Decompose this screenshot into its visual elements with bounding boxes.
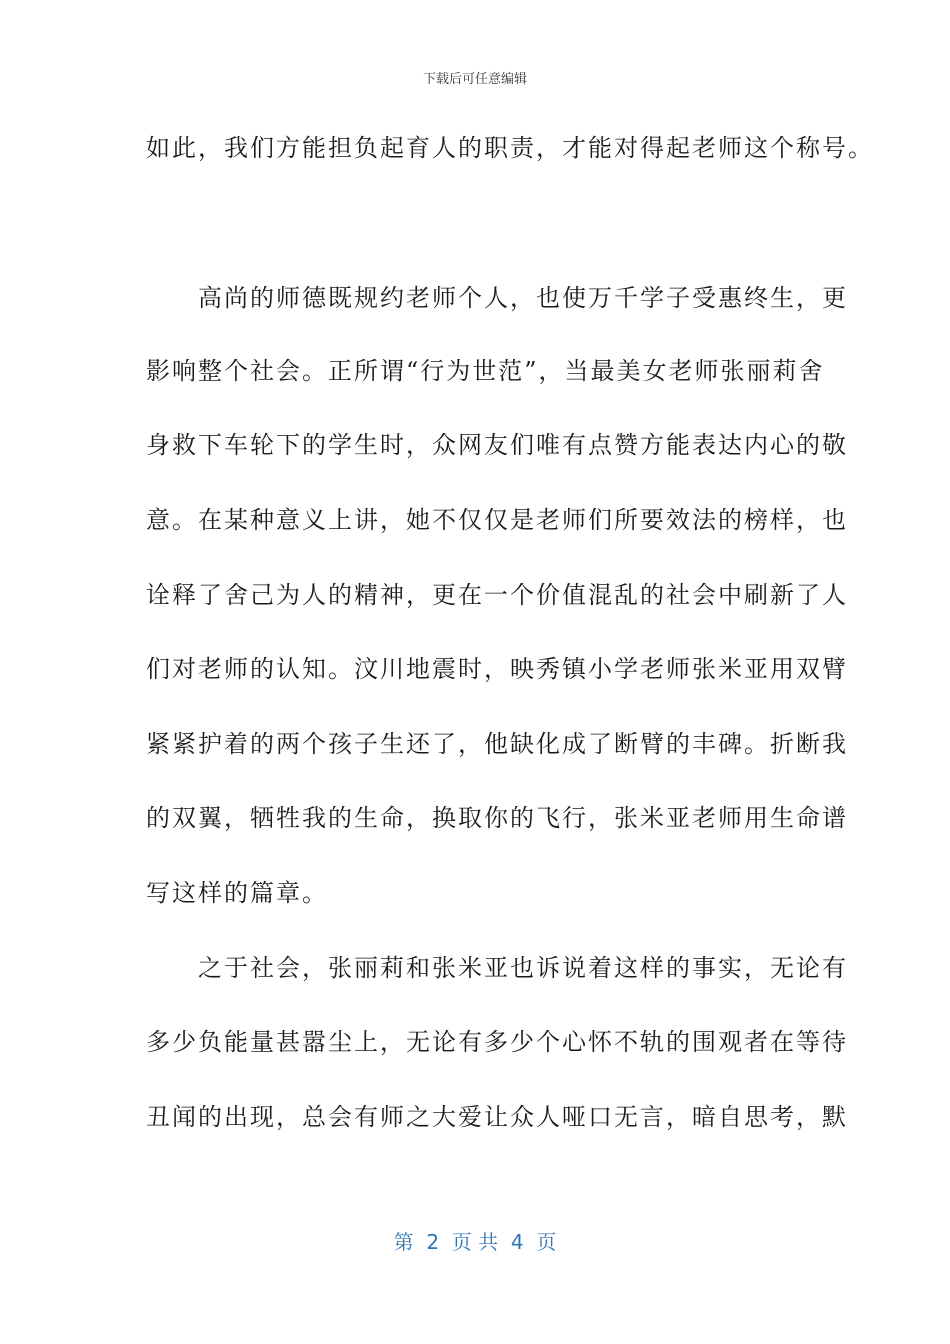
text-line: 诠释了舍己为人的精神，更在一个价值混乱的社会中刷新了人 (146, 581, 848, 609)
header-note: 下载后可任意编辑 (422, 72, 527, 87)
text-line: 写这样的篇章。 (146, 879, 328, 907)
text-line: 如此，我们方能担负起育人的职责，才能对得起老师这个称号。 (146, 134, 874, 162)
text-line: 意。在某种意义上讲，她不仅仅是老师们所要效法的榜样，也 (146, 506, 848, 534)
text-line: 紧紧护着的两个孩子生还了，他缺化成了断臂的丰碑。折断我 (146, 730, 848, 758)
text-line: 的双翼，牺牲我的生命，换取你的飞行，张米亚老师用生命谱 (146, 804, 848, 832)
text-line: 们对老师的认知。汶川地震时，映秀镇小学老师张米亚用双臂 (146, 655, 848, 683)
text-line: 身救下车轮下的学生时，众网友们唯有点赞方能表达内心的敬 (146, 431, 848, 459)
text-line: 丑闻的出现，总会有师之大爱让众人哑口无言，暗自思考，默 (146, 1103, 848, 1131)
text-line: 多少负能量甚嚣尘上，无论有多少个心怀不轨的围观者在等待 (146, 1028, 848, 1056)
page-number: 第 2 页 共 4 页 (393, 1230, 557, 1254)
text-line: 高尚的师德既规约老师个人，也使万千学子受惠终生，更 (146, 284, 848, 312)
text-line: 影响整个社会。正所谓“行为世范”，当最美女老师张丽莉舍 (146, 357, 825, 385)
text-line: 之于社会，张丽莉和张米亚也诉说着这样的事实，无论有 (146, 954, 848, 982)
